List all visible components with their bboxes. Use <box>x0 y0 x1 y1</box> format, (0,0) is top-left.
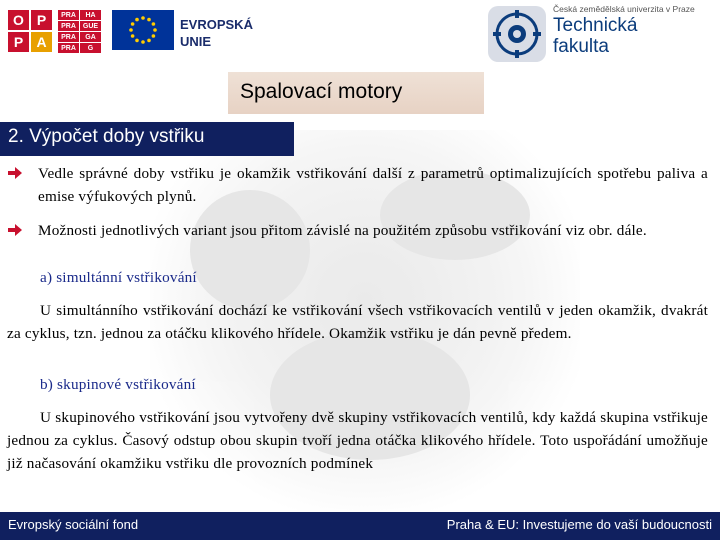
slide-subtitle: 2. Výpočet doby vstřiku <box>8 126 205 147</box>
opp-logo-letter: P <box>31 10 52 30</box>
bullet-text: Možnosti jednotlivých variant jsou přitom závislé na použitém způsobu vstřikování viz obr. dále. <box>38 222 647 239</box>
eu-flag-icon <box>112 10 174 50</box>
slide-title: Spalovací motory <box>240 80 403 103</box>
opp-logo-letter: P <box>8 32 29 52</box>
eu-label-line1: EVROPSKÁ <box>180 17 253 32</box>
arrow-bullet-icon <box>8 166 22 180</box>
opp-logo-letter: O <box>8 10 29 30</box>
faculty-name <box>553 15 638 57</box>
opp-logo <box>8 10 52 52</box>
section-b-heading: b) skupinové vstřikování <box>40 376 196 393</box>
footer-left-text: Evropský sociální fond <box>8 517 139 532</box>
praha-logo-word: G <box>80 43 101 53</box>
faculty-name-line2: fakulta <box>553 36 609 57</box>
praha-logo-word: PRA <box>58 43 79 53</box>
section-b-text: U skupinového vstřikování jsou vytvořeny dvě skupiny vstřikovacích ventilů, kdy každá skupina vstřikuje jednou za cyklus. Časový odstup obou skupin tvoří jedna otáčka klikového hřídele. Toto uspořádání umožňuje již načasování okamžiku vstřiku dle provozních podmínek <box>7 409 708 472</box>
faculty-emblem-icon <box>486 4 548 64</box>
praha-logo-word: GUE <box>80 21 101 31</box>
footer-right-text: Praha & EU: Investujeme do vaší budoucnosti <box>446 517 712 532</box>
praha-logo-word: GA <box>80 32 101 42</box>
eu-label <box>180 16 253 50</box>
opp-logo-letter: A <box>31 32 52 52</box>
section-a-heading: a) simultánní vstřikování <box>40 269 197 286</box>
praha-logo-word: HA <box>80 10 101 20</box>
university-name: Česká zemědělská univerzita v Praze <box>553 4 695 14</box>
eu-label-line2: UNIE <box>180 34 212 49</box>
praha-logo-word: PRA <box>58 21 79 31</box>
section-a-text: U simultánního vstřikování dochází ke vstřikování všech vstřikovacích ventilů v jeden okamžik, dvakrát za cyklus, tzn. jednou za otáčku klikového hřídele. Okamžik vstřiku je dán pevně předem. <box>7 302 708 342</box>
arrow-bullet-icon <box>8 223 22 237</box>
faculty-name-line1: Technická <box>553 15 638 36</box>
praha-logo <box>58 10 102 52</box>
praha-logo-word: PRA <box>58 10 79 20</box>
praha-logo-word: PRA <box>58 32 79 42</box>
bullet-text: Vedle správné doby vstřiku je okamžik vstřikování další z parametrů optimalizujících spotřebu paliva a emise výfukových plynů. <box>38 165 708 205</box>
